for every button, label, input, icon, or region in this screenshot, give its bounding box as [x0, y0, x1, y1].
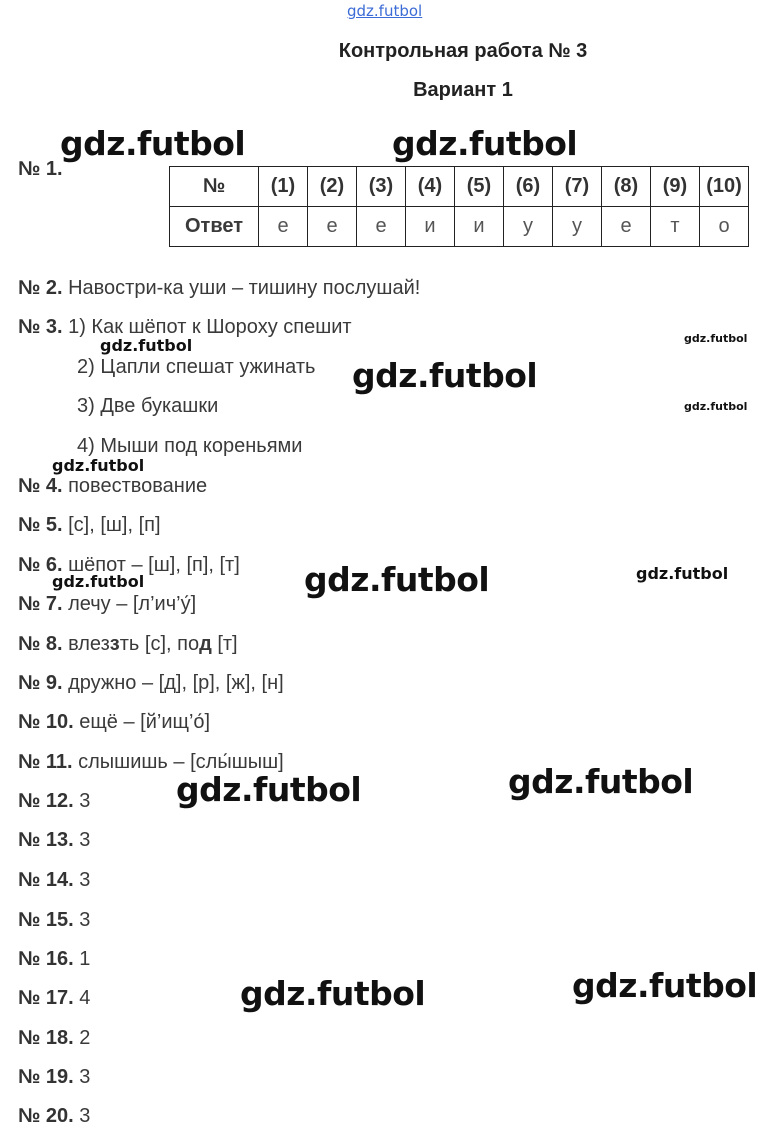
- table-answer-row: [170, 207, 749, 247]
- task-answer: 3: [79, 1105, 91, 1127]
- task-2: [18, 277, 420, 300]
- watermark: gdz.futbol: [52, 572, 145, 591]
- task-12: [18, 790, 90, 813]
- task-14: [18, 869, 90, 892]
- task-13: [18, 829, 90, 852]
- task-answer: влеззть [с], под [т]: [68, 633, 238, 655]
- task-17: [18, 987, 90, 1010]
- column-header: (4): [406, 167, 455, 207]
- watermark: gdz.futbol: [572, 966, 758, 1005]
- watermark: gdz.futbol: [240, 974, 426, 1013]
- task-10: [18, 711, 210, 734]
- task-4: [18, 475, 207, 498]
- task-number: № 5.: [18, 514, 63, 536]
- task-number: № 2.: [18, 277, 63, 299]
- column-header: (7): [553, 167, 602, 207]
- task-number: № 18.: [18, 1027, 74, 1049]
- task-answer: [с], [ш], [п]: [68, 514, 161, 536]
- answer-cell: и: [455, 207, 504, 247]
- answer-table: [169, 166, 749, 247]
- answer-cell: е: [259, 207, 308, 247]
- task-number: № 11.: [18, 751, 73, 773]
- answer-cell: е: [357, 207, 406, 247]
- task-number: № 12.: [18, 790, 74, 812]
- task-3-item: 4) Мыши под кореньями: [77, 435, 303, 457]
- task-number: № 10.: [18, 711, 74, 733]
- watermark: gdz.futbol: [684, 400, 748, 413]
- column-header: (1): [259, 167, 308, 207]
- task-7: [18, 593, 196, 616]
- answer-cell: у: [504, 207, 553, 247]
- answer-cell: т: [651, 207, 700, 247]
- watermark: gdz.futbol: [508, 762, 694, 801]
- task-answer: 3: [79, 909, 91, 931]
- task-answer: повествование: [68, 475, 208, 497]
- header-label: №: [170, 167, 259, 207]
- task-answer: шёпот – [ш], [п], [т]: [68, 554, 240, 576]
- task-answer: Навостри-ка уши – тишину послушай!: [68, 277, 421, 299]
- task-number: № 14.: [18, 869, 74, 891]
- column-header: (5): [455, 167, 504, 207]
- answer-cell: и: [406, 207, 455, 247]
- task-answer: 1) Как шёпот к Шороху спешит: [68, 316, 352, 338]
- watermark-top[interactable]: gdz.futbol: [347, 2, 423, 20]
- task-answer: 3: [79, 829, 91, 851]
- watermark: gdz.futbol: [352, 356, 538, 395]
- task-answer: 4: [79, 987, 91, 1009]
- answer-cell: у: [553, 207, 602, 247]
- watermark: gdz.futbol: [60, 124, 246, 163]
- watermark: gdz.futbol: [176, 770, 362, 809]
- task-answer: 3: [79, 1066, 91, 1088]
- task-9: [18, 672, 284, 695]
- task-20: [18, 1105, 90, 1128]
- watermark: gdz.futbol: [636, 564, 729, 583]
- task-6: [18, 554, 240, 577]
- task-11: [18, 751, 284, 774]
- watermark: gdz.futbol: [684, 332, 748, 345]
- task-answer: 3: [79, 869, 91, 891]
- column-header: (2): [308, 167, 357, 207]
- watermark: gdz.futbol: [52, 456, 145, 475]
- task-number: № 15.: [18, 909, 74, 931]
- task-number: № 17.: [18, 987, 74, 1009]
- answer-cell: е: [602, 207, 651, 247]
- table-header-row: [170, 167, 749, 207]
- task-number: № 7.: [18, 593, 63, 615]
- answer-cell: о: [700, 207, 749, 247]
- watermark: gdz.futbol: [304, 560, 490, 599]
- task-number: № 9.: [18, 672, 63, 694]
- column-header: (6): [504, 167, 553, 207]
- task-number: № 3.: [18, 316, 63, 338]
- watermark: gdz.futbol: [392, 124, 578, 163]
- task-number: № 13.: [18, 829, 74, 851]
- task-3-item: 2) Цапли спешат ужинать: [77, 356, 316, 378]
- task-number: № 1.: [18, 158, 63, 180]
- task-16: [18, 948, 90, 971]
- task-15: [18, 909, 90, 932]
- task-answer: ещё – [й’ищ’о́]: [79, 711, 211, 733]
- task-answer: дружно – [д], [р], [ж], [н]: [68, 672, 284, 694]
- task-19: [18, 1066, 90, 1089]
- task-answer: 1: [79, 948, 91, 970]
- task-number: № 6.: [18, 554, 63, 576]
- column-header: (9): [651, 167, 700, 207]
- task-8: [18, 633, 238, 656]
- variant-title: Вариант 1: [413, 79, 513, 101]
- task-answer: 2: [79, 1027, 91, 1049]
- task-number: № 20.: [18, 1105, 74, 1127]
- watermark: gdz.futbol: [100, 336, 193, 355]
- task-3: [18, 316, 352, 339]
- task-5: [18, 514, 161, 537]
- column-header: (10): [700, 167, 749, 207]
- task-1: [18, 158, 63, 181]
- task-answer: лечу – [л’ич’у́]: [68, 593, 197, 615]
- task-3-item: 3) Две букашки: [77, 395, 219, 417]
- task-number: № 4.: [18, 475, 63, 497]
- task-18: [18, 1027, 90, 1050]
- task-number: № 19.: [18, 1066, 74, 1088]
- task-number: № 16.: [18, 948, 74, 970]
- task-number: № 8.: [18, 633, 63, 655]
- column-header: (3): [357, 167, 406, 207]
- column-header: (8): [602, 167, 651, 207]
- page-title: Контрольная работа № 3: [338, 40, 588, 62]
- answer-label: Ответ: [170, 207, 259, 247]
- task-answer: 3: [79, 790, 91, 812]
- answer-cell: е: [308, 207, 357, 247]
- task-answer: слышишь – [слы́шыш]: [78, 751, 284, 773]
